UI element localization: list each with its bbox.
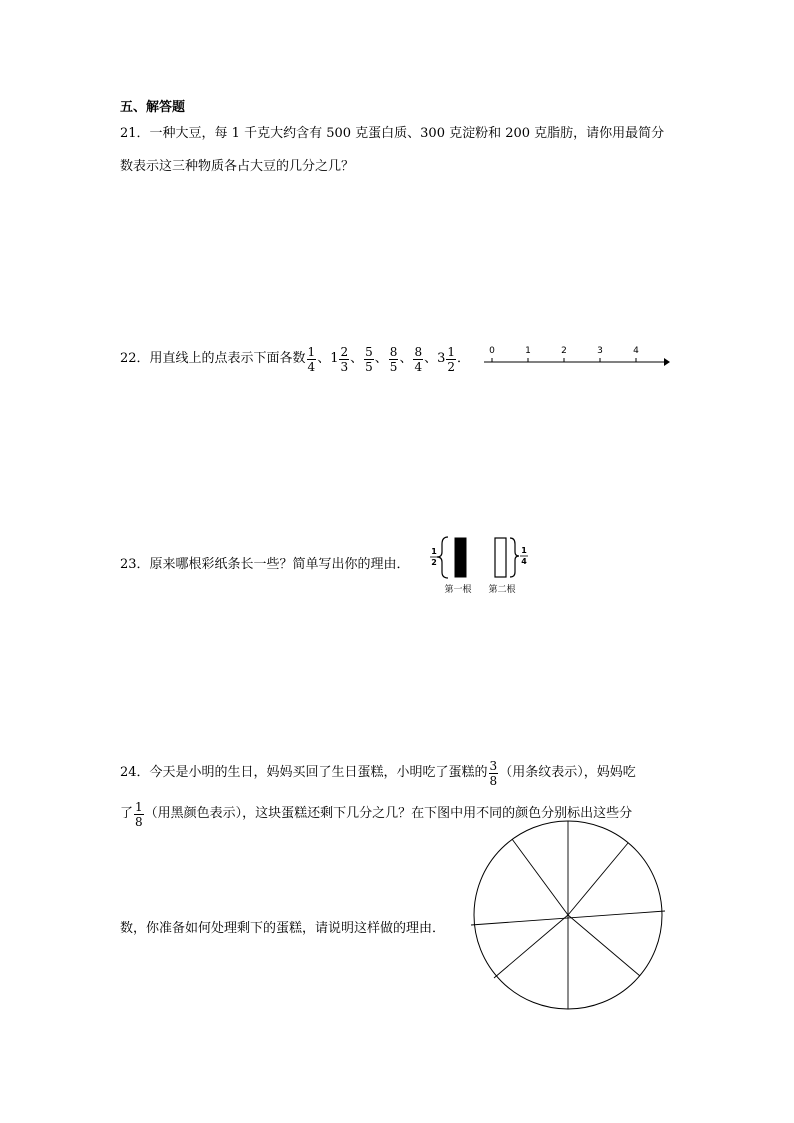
tick-2 — [561, 346, 567, 362]
paper-strips-figure — [426, 534, 530, 598]
q22-question — [120, 344, 470, 374]
cake-cut-line — [568, 915, 640, 976]
strip-2 — [495, 538, 506, 577]
separator: 、 — [317, 351, 331, 366]
q22-number-1: $\frac{1}{4}$ — [307, 344, 316, 374]
separator: 、 — [399, 351, 413, 366]
tick-0 — [489, 346, 495, 362]
tick-label: 1 — [525, 346, 531, 356]
q23-text: 23．原来哪根彩纸条长一些？简单写出你的理由． — [120, 557, 410, 572]
strip-1 — [455, 538, 466, 577]
strip2-frac-num: 1 — [521, 546, 527, 555]
separator: 、 — [424, 351, 438, 366]
strip1-frac-num: 1 — [431, 547, 437, 556]
tick-label: 4 — [633, 346, 639, 356]
q22-number-4: $\frac{8}{5}$ — [389, 344, 398, 374]
tick-3 — [597, 346, 603, 362]
strip1-frac-den: 2 — [431, 558, 437, 567]
right-brace — [510, 538, 519, 577]
q24-fraction-mom: $\frac{1}{8}$ — [135, 799, 143, 829]
strip2-frac-den: 4 — [521, 557, 527, 566]
tick-label: 2 — [561, 346, 567, 356]
strip2-label: 第二根 — [488, 585, 516, 595]
q24-line-1 — [120, 759, 636, 787]
cake-circle-figure — [466, 818, 670, 1012]
tick-label: 0 — [489, 346, 495, 356]
q22-number-3: $\frac{5}{5}$ — [365, 344, 373, 374]
q24-fraction-xiaoming: $\frac{3}{8}$ — [489, 758, 498, 788]
q22-number-2: 1 $\frac{2}{3}$ — [330, 344, 349, 374]
separator: 、 — [350, 351, 364, 366]
tick-label: 3 — [597, 346, 603, 356]
q24-text-part: 了 — [120, 806, 134, 821]
q24-text-part: 24．今天是小明的生日，妈妈买回了生日蛋糕，小明吃了蛋糕的 — [120, 765, 488, 780]
tick-4 — [633, 346, 639, 362]
q24-text-part: （用黑颜色表示），这块蛋糕还剩下几分之几？在下图中用不同的颜色分别标出这些分 — [144, 806, 633, 821]
number-line — [478, 340, 670, 370]
cake-cut-line — [568, 843, 628, 915]
tick-1 — [525, 346, 531, 362]
q21-text-line-2: 数表示这三种物质各占大豆的几分之几？ — [120, 159, 355, 174]
separator: 、 — [374, 351, 388, 366]
left-brace — [437, 537, 448, 578]
q22-number-5: $\frac{8}{4}$ — [414, 344, 423, 374]
cake-cut-line — [512, 839, 568, 915]
q24-line-3: 数，你准备如何处理剩下的蛋糕，请说明这样做的理由． — [120, 921, 446, 936]
q24-text-part: （用条纹表示），妈妈吃 — [499, 765, 636, 780]
strip1-label: 第一根 — [444, 585, 472, 595]
q22-end: ． — [457, 351, 471, 366]
cake-cut-line — [494, 915, 568, 978]
q21-text-line-1: 21．一种大豆，每 1 千克大约含有 500 克蛋白质、300 克淀粉和 200 克脂肪，请你用最简分 — [120, 126, 665, 141]
q22-prefix: 22．用直线上的点表示下面各数 — [120, 351, 306, 366]
section-title: 五、解答题 — [120, 100, 186, 115]
arrow-head-icon — [664, 358, 670, 366]
q22-number-6: 3 $\frac{1}{2}$ — [437, 344, 456, 374]
